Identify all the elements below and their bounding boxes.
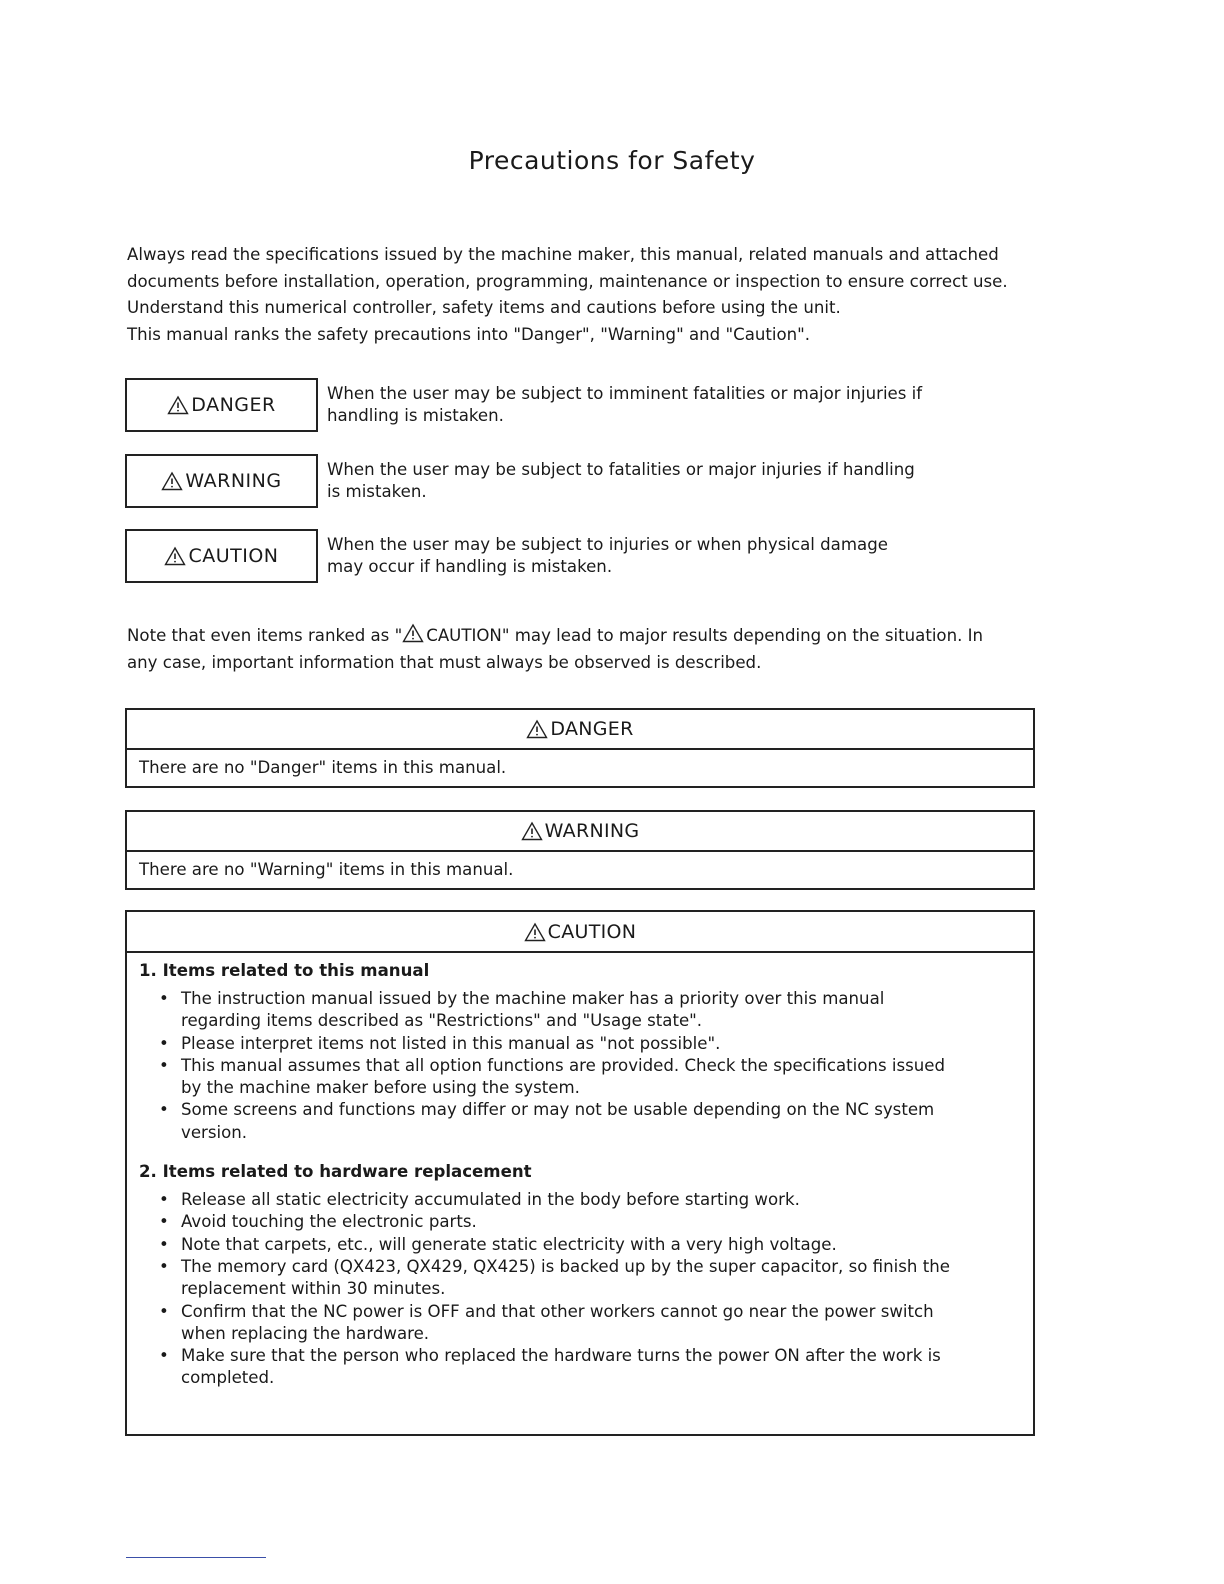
danger-box-header xyxy=(127,710,1033,750)
rank-label-text: DANGER xyxy=(191,394,276,416)
caution-item-list xyxy=(139,1189,1021,1390)
warning-box-header xyxy=(127,812,1033,852)
note-line xyxy=(127,622,1057,649)
note-line: any case, important information that must always be observed is described. xyxy=(127,653,762,672)
list-item xyxy=(181,1033,1021,1055)
danger-box-title: DANGER xyxy=(550,718,634,740)
danger-box-text: There are no "Danger" items in this manual. xyxy=(139,758,507,777)
warning-triangle-icon xyxy=(524,922,546,942)
caution-box-header xyxy=(127,912,1033,953)
rank-label-warning xyxy=(125,454,318,508)
list-item xyxy=(181,1211,1021,1233)
list-item-line: • Confirm that the NC power is OFF and that other workers cannot go near the power switch xyxy=(181,1301,934,1321)
list-item-line: • Some screens and functions may differ or may not be usable depending on the NC system xyxy=(181,1100,935,1120)
rank-description-line: When the user may be subject to injuries or when physical damage xyxy=(327,535,888,554)
danger-box xyxy=(125,708,1035,788)
rank-label-caution xyxy=(125,529,318,583)
list-item-line: • Note that carpets, etc., will generate static electricity with a very high voltage. xyxy=(181,1234,837,1254)
list-item xyxy=(181,1099,1021,1144)
rank-label-text: WARNING xyxy=(185,470,282,492)
note-caution-label: CAUTION xyxy=(426,626,502,645)
warning-triangle-icon xyxy=(167,395,189,415)
rank-description xyxy=(327,534,1027,578)
rank-description xyxy=(327,459,1027,503)
warning-triangle-icon xyxy=(526,719,548,739)
warning-triangle-icon xyxy=(164,546,186,566)
intro-line: documents before installation, operation, programming, maintenance or inspection to ensure correct use. xyxy=(127,271,1008,291)
rank-description xyxy=(327,383,1027,427)
section-heading: 1. Items related to this manual xyxy=(139,961,430,980)
list-item-line: • Make sure that the person who replaced the hardware turns the power ON after the work is xyxy=(181,1346,941,1366)
list-item-line: when replacing the hardware. xyxy=(181,1323,430,1343)
rank-label-text: CAUTION xyxy=(188,545,279,567)
caution-note xyxy=(127,622,1057,676)
rank-label-danger xyxy=(125,378,318,432)
note-text: " may lead to major results depending on the situation. In xyxy=(501,626,984,645)
rank-description-line: When the user may be subject to imminent fatalities or major injuries if xyxy=(327,384,923,403)
list-item xyxy=(181,988,1021,1033)
list-item-line: completed. xyxy=(181,1368,275,1388)
list-item-line: • The instruction manual issued by the machine maker has a priority over this manual xyxy=(181,989,885,1008)
rank-danger xyxy=(125,378,1055,432)
list-item-line: replacement within 30 minutes. xyxy=(181,1279,446,1299)
caution-box xyxy=(125,910,1035,1436)
warning-box-title: WARNING xyxy=(544,820,640,842)
rank-caution xyxy=(125,529,1055,583)
warning-triangle-icon xyxy=(161,471,183,491)
intro-paragraph xyxy=(127,242,1057,348)
page-title: Precautions for Safety xyxy=(468,146,756,175)
list-item-line: • Avoid touching the electronic parts. xyxy=(181,1212,477,1232)
warning-triangle-icon xyxy=(521,821,543,841)
list-item-line: by the machine maker before using the system. xyxy=(181,1078,580,1098)
rank-description-line: is mistaken. xyxy=(327,482,427,501)
rank-description-line: handling is mistaken. xyxy=(327,406,504,425)
caution-item-list xyxy=(139,988,1021,1144)
warning-box xyxy=(125,810,1035,890)
rank-description-line: may occur if handling is mistaken. xyxy=(327,557,613,576)
intro-line: Always read the specifications issued by the machine maker, this manual, related manuals and attached xyxy=(127,245,999,264)
list-item xyxy=(181,1189,1021,1211)
warning-box-text: There are no "Warning" items in this manual. xyxy=(139,860,514,879)
list-item-line: • This manual assumes that all option functions are provided. Check the specifications issued xyxy=(181,1055,946,1075)
list-item-line: • Please interpret items not listed in this manual as "not possible". xyxy=(181,1033,721,1053)
list-item xyxy=(181,1256,1021,1301)
list-item xyxy=(181,1345,1021,1390)
warning-triangle-icon xyxy=(402,623,424,643)
list-item xyxy=(181,1234,1021,1256)
list-item xyxy=(181,1301,1021,1346)
list-item-line: • Release all static electricity accumulated in the body before starting work. xyxy=(181,1190,800,1210)
intro-line: Understand this numerical controller, safety items and cautions before using the unit. xyxy=(127,298,841,317)
list-item-line: regarding items described as "Restrictions" and "Usage state". xyxy=(181,1011,703,1031)
list-item-line: version. xyxy=(181,1122,248,1142)
caution-box-content xyxy=(127,953,1033,1390)
note-text: Note that even items ranked as " xyxy=(127,626,403,645)
caution-box-title: CAUTION xyxy=(547,920,637,943)
rank-description-line: When the user may be subject to fatalities or major injuries if handling xyxy=(327,460,915,479)
footer-rule xyxy=(126,1557,266,1558)
rank-warning xyxy=(125,454,1055,508)
section-heading: 2. Items related to hardware replacement xyxy=(139,1162,532,1182)
list-item-line: • The memory card (QX423, QX429, QX425) is backed up by the super capacitor, so finish the xyxy=(181,1256,950,1276)
list-item xyxy=(181,1055,1021,1100)
intro-line: This manual ranks the safety precautions into "Danger", "Warning" and "Caution". xyxy=(127,324,811,344)
